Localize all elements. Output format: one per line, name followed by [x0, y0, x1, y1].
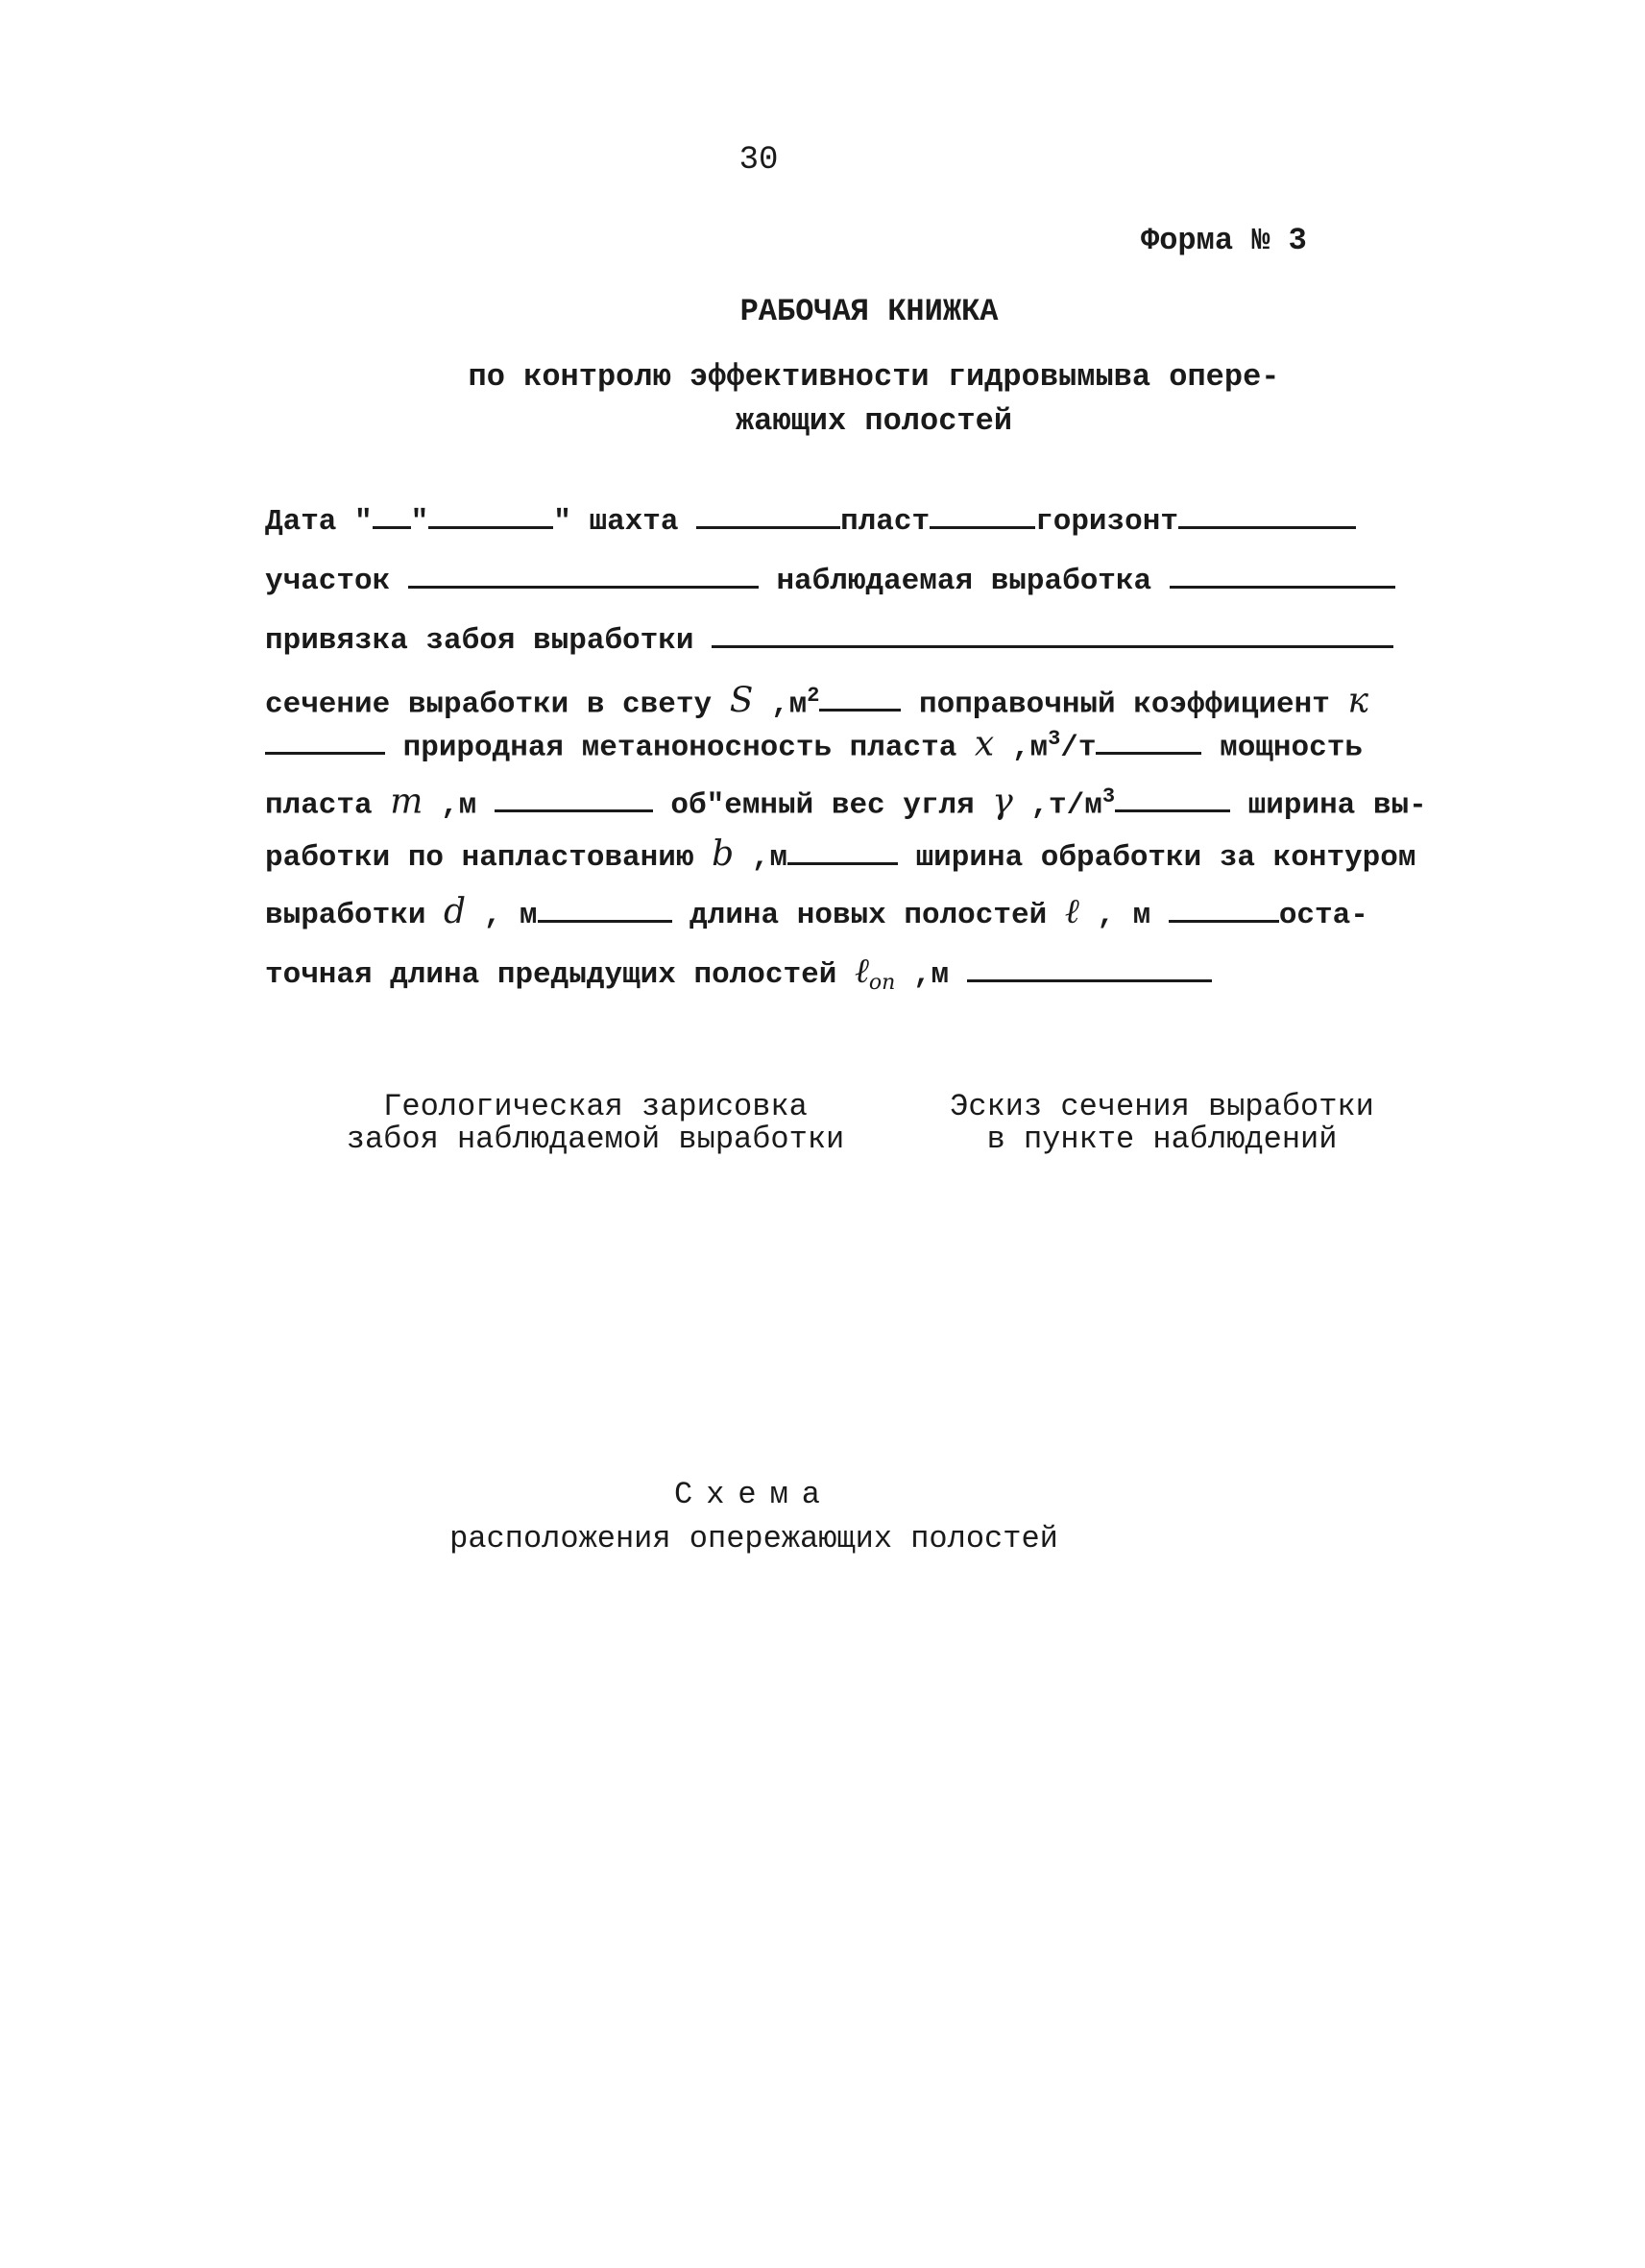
subtitle-line-1: по контролю эффективности гидровымыва опере-: [468, 359, 1280, 395]
schema-subtitle: расположения опережающих полостей: [449, 1521, 1058, 1556]
form-number: Форма № 3: [1141, 223, 1307, 258]
sketch-caption-line-1: Эскиз сечения выработки: [950, 1089, 1374, 1124]
form-line-strike-width: [265, 835, 1415, 878]
residual-symbol: ℓ: [854, 952, 869, 991]
cross-section-field[interactable]: [819, 682, 901, 712]
new-cavity-unit: , м: [1097, 899, 1151, 932]
contour-width-field[interactable]: [538, 893, 672, 923]
methane-unit: ,м: [1011, 731, 1049, 765]
horizon-field[interactable]: [1178, 499, 1356, 529]
section-label: участок: [265, 565, 391, 598]
date-quote: ": [553, 505, 571, 539]
form-line-contour-width: [265, 893, 1368, 935]
density-label: об"емный вес угля: [670, 788, 975, 823]
document-title: РАБОЧАЯ КНИЖКА: [739, 294, 999, 329]
residual-subscript: оп: [868, 971, 896, 996]
document-subtitle: [0, 355, 1645, 444]
density-field[interactable]: [1115, 783, 1230, 812]
date-month-field[interactable]: [428, 499, 553, 529]
cross-section-unit: ,м: [770, 688, 808, 722]
thickness-label-2: пласта: [265, 788, 373, 823]
methane-label: природная метаноносность пласта: [402, 731, 957, 765]
geology-caption-line-1: Геологическая зарисовка: [383, 1089, 808, 1124]
new-cavity-label: длина новых полостей: [689, 899, 1048, 932]
subtitle-line-2: жающих полостей: [735, 403, 1013, 439]
date-quote: ": [354, 505, 373, 539]
face-reference-field[interactable]: [712, 618, 1393, 648]
strike-width-field[interactable]: [787, 835, 898, 865]
sketch-caption-line-2: в пункте наблюдений: [986, 1122, 1338, 1157]
form-line-section: [265, 559, 1395, 601]
density-unit: ,т/м: [1030, 788, 1102, 823]
density-symbol: γ: [992, 782, 1013, 822]
form-line-thickness: [265, 778, 1427, 825]
date-day-field[interactable]: [373, 499, 411, 529]
methane-field[interactable]: [1096, 725, 1201, 755]
strike-width-label-2: работки по напластованию: [265, 841, 694, 875]
face-reference-label: привязка забоя выработки: [265, 624, 694, 658]
observed-working-field[interactable]: [1170, 559, 1395, 589]
seam-label: пласт: [840, 505, 931, 539]
methane-symbol: x: [974, 724, 995, 764]
geology-caption: [298, 1091, 893, 1156]
date-label: Дата: [265, 505, 337, 539]
schema-title: Схема: [673, 1477, 834, 1512]
thickness-unit: ,м: [440, 788, 477, 823]
residual-label-2: точная длина предыдущих полостей: [265, 958, 837, 992]
section-field[interactable]: [408, 559, 759, 589]
strike-width-unit: ,м: [751, 841, 787, 875]
residual-field[interactable]: [967, 953, 1212, 982]
form-line-face-reference: [265, 618, 1393, 661]
mine-label: шахта: [589, 505, 679, 539]
new-cavity-symbol: ℓ: [1064, 892, 1079, 931]
strike-width-symbol: b: [712, 834, 735, 874]
methane-unit-suffix: /т: [1060, 731, 1097, 765]
thickness-field[interactable]: [495, 783, 653, 812]
density-unit-exponent: 3: [1101, 784, 1116, 808]
contour-width-label: ширина обработки за контуром: [915, 841, 1416, 875]
contour-width-unit: , м: [483, 899, 538, 932]
cross-section-symbol: S: [729, 681, 754, 721]
new-cavity-field[interactable]: [1169, 893, 1279, 923]
form-line-methane: [265, 720, 1363, 767]
form-line-residual: [265, 953, 1212, 1002]
cross-section-exponent: 2: [807, 684, 820, 708]
residual-unit: ,м: [912, 958, 950, 992]
seam-field[interactable]: [930, 499, 1035, 529]
cross-section-label: сечение выработки в свету: [265, 688, 713, 722]
residual-label: оста-: [1278, 899, 1368, 932]
form-line-cross-section: [265, 677, 1368, 724]
sketch-caption: [912, 1091, 1412, 1156]
correction-field[interactable]: [265, 725, 385, 755]
contour-width-symbol: d: [444, 892, 467, 931]
geology-caption-line-2: забоя наблюдаемой выработки: [346, 1122, 845, 1157]
horizon-label: горизонт: [1035, 505, 1178, 539]
contour-width-label-2: выработки: [265, 899, 426, 932]
form-line-date: [265, 499, 1356, 542]
mine-field[interactable]: [696, 499, 840, 529]
thickness-label: мощность: [1220, 731, 1363, 765]
date-quote: ": [410, 505, 429, 539]
observed-working-label: наблюдаемая выработка: [776, 565, 1152, 598]
correction-label: поправочный коэффициент: [919, 688, 1330, 722]
thickness-symbol: m: [390, 782, 423, 822]
strike-width-label: ширина вы-: [1247, 788, 1427, 823]
page-number: 30: [738, 142, 779, 179]
correction-symbol: к: [1347, 681, 1368, 721]
methane-unit-exponent: 3: [1048, 727, 1061, 751]
